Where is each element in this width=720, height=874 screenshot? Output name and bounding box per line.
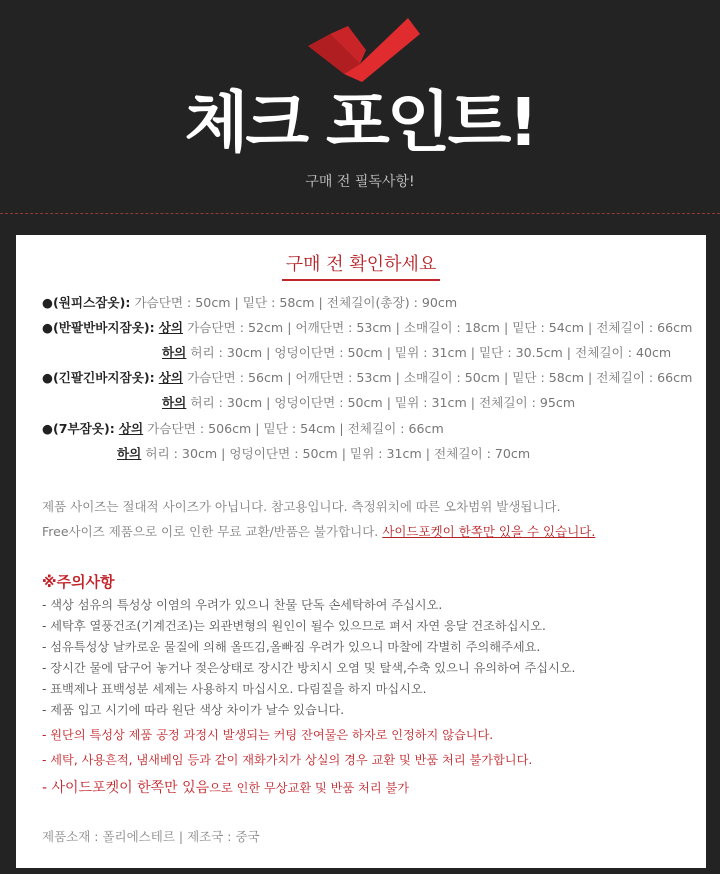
spec-text: 허리 : 30cm | 엉덩이단면 : 50cm | 밑위 : 31cm | 밑단 : 30.5cm | 전체길이 : 40cm [186, 345, 672, 360]
caution-item: - 제품 입고 시기에 따라 원단 색상 차이가 날수 있습니다. [42, 703, 345, 717]
spec-text: 가슴단면 : 506cm | 밑단 : 54cm | 전체길이 : 66cm [143, 421, 444, 436]
free-size-text: Free사이즈 제품으로 이로 인한 무료 교환/반품은 불가합니다. [42, 524, 383, 539]
pocket-caution-emphasis: - 사이드포켓이 한쪽만 있음 [42, 780, 210, 796]
card-heading-text: 구매 전 확인하세요 [282, 253, 441, 281]
spec-line [42, 292, 457, 314]
caution-item-red: - 세탁, 사용흔적, 냄새베임 등과 같이 재화가치가 상실의 경우 교환 및 반품 처리 불가합니다. [42, 753, 533, 767]
spec-text: 허리 : 30cm | 엉덩이단면 : 50cm | 밑위 : 31cm | 전체길이 : 70cm [141, 446, 531, 461]
spec-text: 가슴단면 : 52cm | 어깨단면 : 53cm | 소매길이 : 18cm | 밑단 : 54cm | 전체길이 : 66cm [183, 320, 693, 335]
warning-title: ※주의사항 [42, 573, 115, 591]
spec-part-top: 상의 [158, 320, 184, 335]
spec-label: ●(긴팔긴바지잠옷): [42, 370, 155, 385]
material-info: 제품소재 : 폴리에스테르 | 제조국 : 중국 [42, 829, 260, 844]
spec-line [42, 317, 692, 339]
spec-line [162, 392, 575, 414]
size-note: 제품 사이즈는 절대적 사이즈가 아닙니다. 참고용입니다. 측정위치에 따른 오차범위 발생됩니다. [42, 499, 561, 514]
card-heading [16, 253, 706, 281]
spec-line [117, 443, 530, 465]
spec-part-top: 상의 [158, 370, 184, 385]
spec-text: 가슴단면 : 50cm | 밑단 : 58cm | 전체길이(총장) : 90cm [130, 295, 458, 310]
caution-item: - 섬유특성상 날카로운 물질에 의해 올뜨김,올빠짐 우려가 있으니 마찰에 각별히 주의해주세요. [42, 640, 541, 654]
caution-item: - 세탁후 열풍건조(기계건조)는 외관변형의 원인이 될수 있으므로 펴서 자연 응달 건조하십시오. [42, 619, 546, 633]
caution-item: - 표백제나 표백성분 세제는 사용하지 마십시오. 다림질을 하지 마십시오. [42, 682, 427, 696]
spec-text: 가슴단면 : 56cm | 어깨단면 : 53cm | 소매길이 : 50cm | 밑단 : 58cm | 전체길이 : 66cm [183, 370, 693, 385]
page-subtitle: 구매 전 필독사항! [305, 174, 415, 190]
page-title: 체크 포인트! [184, 84, 536, 161]
free-size-note [42, 521, 595, 543]
spec-label: ●(원피스잠옷): [42, 295, 131, 310]
spec-text: 허리 : 30cm | 엉덩이단면 : 50cm | 밑위 : 31cm | 전체길이 : 95cm [186, 395, 576, 410]
caution-item-red: - 원단의 특성상 제품 공정 과정시 발생되는 커팅 잔여물은 하자로 인정하지 않습니다. [42, 728, 494, 742]
spec-label: ●(7부잠옷): [42, 421, 115, 436]
caution-item: - 장시간 물에 담구어 놓거나 젖은상태로 장시간 방치시 오염 및 탈색,수축 있으니 유의하여 주십시오. [42, 661, 576, 675]
spec-part-bottom: 하의 [162, 345, 187, 360]
dashed-divider [0, 213, 720, 214]
caution-item: - 색상 섬유의 특성상 이염의 우려가 있으니 찬물 단독 손세탁하여 주십시오. [42, 598, 443, 612]
spec-part-top: 상의 [118, 421, 144, 436]
pocket-warning-highlight: 사이드포켓이 한쪽만 있을 수 있습니다. [382, 524, 596, 539]
info-card [16, 235, 706, 868]
spec-part-bottom: 하의 [162, 395, 187, 410]
pocket-caution-rest: 으로 인한 무상교환 및 반품 처리 불가 [209, 781, 410, 795]
check-mark-icon [304, 12, 424, 82]
caution-item-red [42, 778, 409, 798]
header [0, 0, 720, 232]
spec-line [42, 418, 444, 440]
spec-line [42, 367, 692, 389]
spec-label: ●(반팔반바지잠옷): [42, 320, 155, 335]
spec-line [162, 342, 671, 364]
spec-part-bottom: 하의 [117, 446, 142, 461]
